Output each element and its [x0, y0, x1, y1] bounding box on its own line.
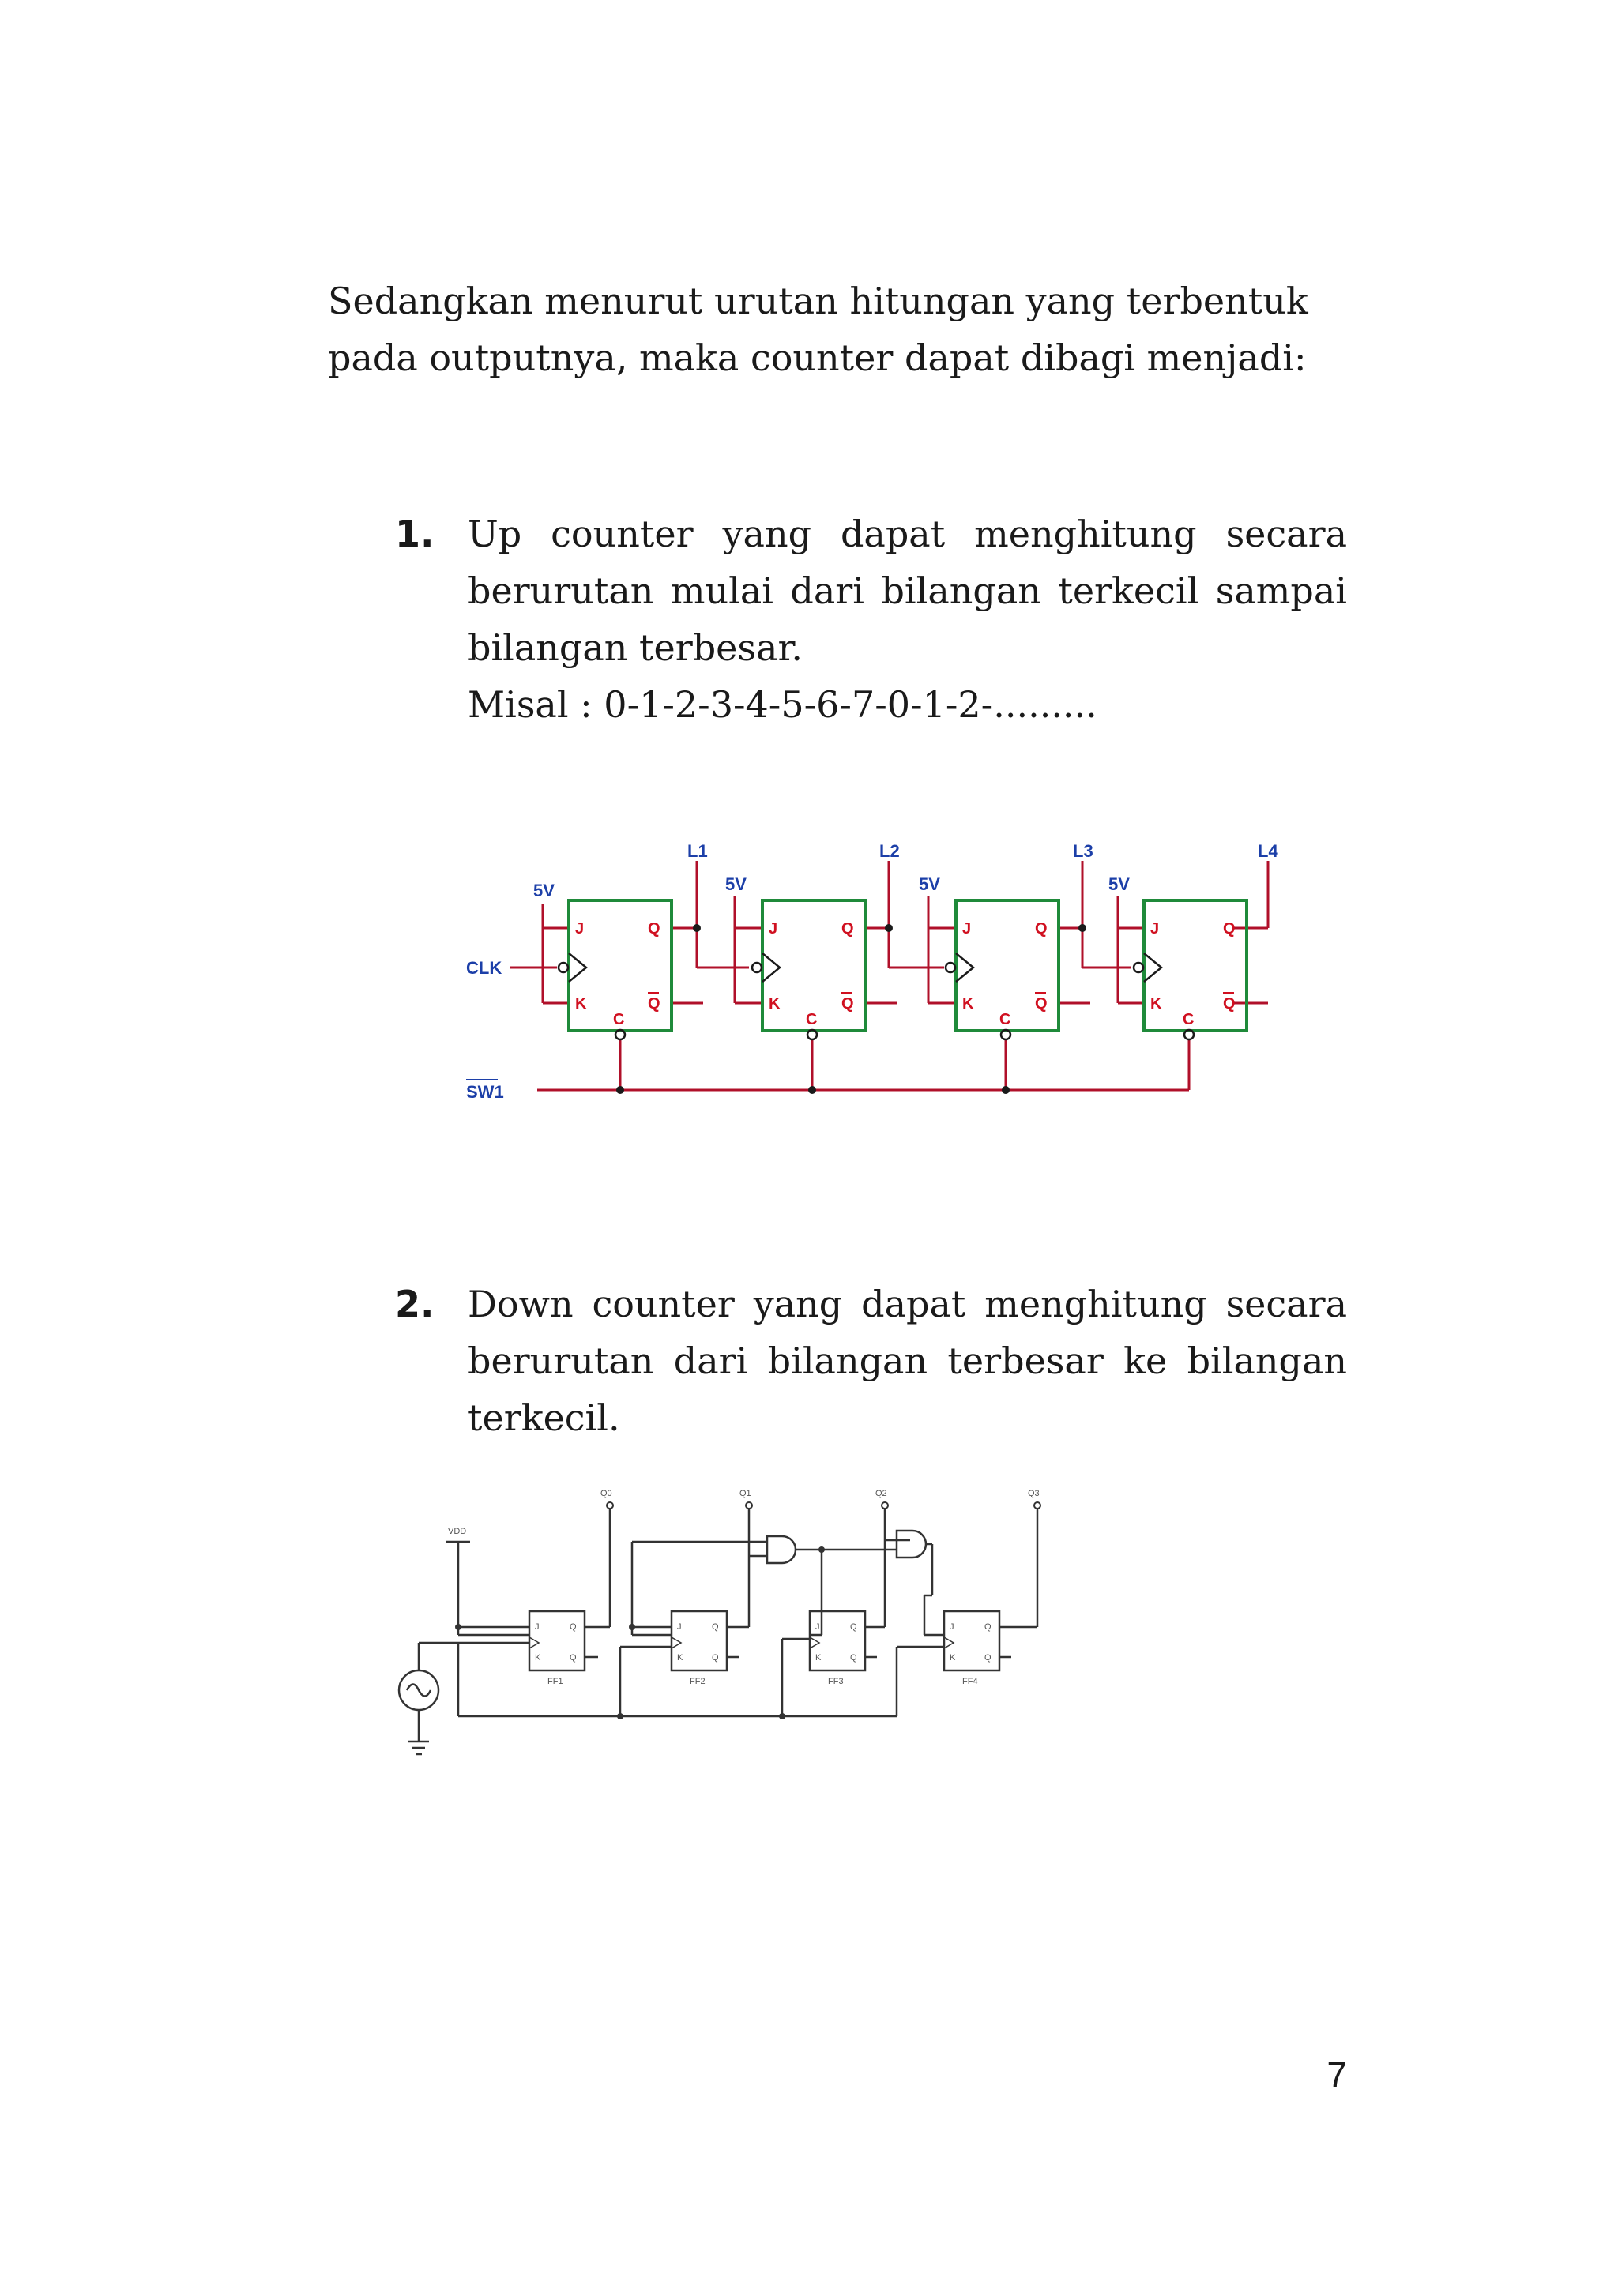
- pin-q-label: Q: [1223, 920, 1236, 938]
- pin-j-label: J: [677, 1622, 682, 1632]
- pin-j-label: J: [575, 920, 585, 938]
- pin-qbar-label: Q: [1035, 995, 1048, 1013]
- output-l1-label: L1: [687, 841, 708, 861]
- intro-line-1: Sedangkan menurut urutan hitungan yang terbentuk: [328, 280, 1308, 322]
- pin-j-label: J: [815, 1622, 820, 1632]
- pin-q-label: Q: [984, 1622, 991, 1632]
- list-item-text: Up counter yang dapat menghitung secara berurutan mulai dari bilangan terkecil sampai bilangan terbesar.: [468, 513, 1347, 669]
- output-l2-label: L2: [879, 841, 900, 861]
- pin-q-label: Q: [570, 1622, 577, 1632]
- page-number: 7: [1326, 2054, 1347, 2095]
- ff3-label: FF3: [828, 1677, 844, 1686]
- pin-c-label: C: [999, 1011, 1011, 1028]
- ff2-label: FF2: [690, 1677, 706, 1686]
- pin-q-label: Q: [1035, 920, 1048, 938]
- pin-c-label: C: [613, 1011, 625, 1028]
- pin-q-label: Q: [648, 920, 660, 938]
- pin-k-label: K: [575, 995, 587, 1013]
- supply-label: 5V: [919, 874, 940, 894]
- pin-qbar-label: Q: [712, 1653, 719, 1663]
- pin-q-label: Q: [712, 1622, 719, 1632]
- pin-qbar-label: Q: [570, 1653, 577, 1663]
- output-q2-label: Q2: [875, 1489, 887, 1498]
- pin-qbar-label: Q: [850, 1653, 857, 1663]
- list-item-text: Down counter yang dapat menghitung secara berurutan dari bilangan terbesar ke bilangan terkecil.: [468, 1283, 1347, 1439]
- supply-label: 5V: [725, 874, 747, 894]
- pin-k-label: K: [677, 1653, 683, 1663]
- pin-qbar-label: Q: [841, 995, 854, 1013]
- down-counter-circuit-diagram: [391, 1477, 1071, 1769]
- pin-q-label: Q: [850, 1622, 857, 1632]
- output-q0-label: Q0: [600, 1489, 612, 1498]
- list-item-example: Misal : 0-1-2-3-4-5-6-7-0-1-2-.........: [468, 683, 1097, 726]
- pin-j-label: J: [769, 920, 778, 938]
- supply-label: 5V: [533, 881, 555, 900]
- supply-label: 5V: [1108, 874, 1130, 894]
- pin-k-label: K: [535, 1653, 541, 1663]
- pin-j-label: J: [535, 1622, 540, 1632]
- output-q1-label: Q1: [739, 1489, 751, 1498]
- pin-qbar-label: Q: [1223, 995, 1236, 1013]
- vdd-label: VDD: [448, 1527, 467, 1536]
- up-counter-circuit-diagram: [450, 841, 1288, 1114]
- list-item-up-counter: [395, 505, 1347, 733]
- list-item-down-counter: [395, 1276, 1347, 1446]
- output-l3-label: L3: [1073, 841, 1093, 861]
- pin-q-label: Q: [841, 920, 854, 938]
- pin-k-label: K: [950, 1653, 956, 1663]
- pin-k-label: K: [815, 1653, 822, 1663]
- pin-k-label: K: [962, 995, 974, 1013]
- list-number: 2.: [395, 1283, 435, 1325]
- clock-label: CLK: [466, 958, 502, 978]
- intro-line-2: pada outputnya, maka counter dapat dibagi menjadi:: [328, 336, 1307, 379]
- intro-paragraph: [328, 272, 1355, 386]
- output-q3-label: Q3: [1028, 1489, 1040, 1498]
- ff4-label: FF4: [962, 1677, 978, 1686]
- output-l4-label: L4: [1258, 841, 1278, 861]
- pin-qbar-label: Q: [984, 1653, 991, 1663]
- pin-c-label: C: [806, 1011, 818, 1028]
- pin-c-label: C: [1183, 1011, 1195, 1028]
- pin-j-label: J: [962, 920, 972, 938]
- pin-k-label: K: [769, 995, 781, 1013]
- list-number: 1.: [395, 513, 435, 555]
- ff1-label: FF1: [547, 1677, 563, 1686]
- reset-label: SW1: [466, 1082, 504, 1102]
- pin-qbar-label: Q: [648, 995, 660, 1013]
- pin-k-label: K: [1150, 995, 1162, 1013]
- pin-j-label: J: [1150, 920, 1160, 938]
- pin-j-label: J: [950, 1622, 954, 1632]
